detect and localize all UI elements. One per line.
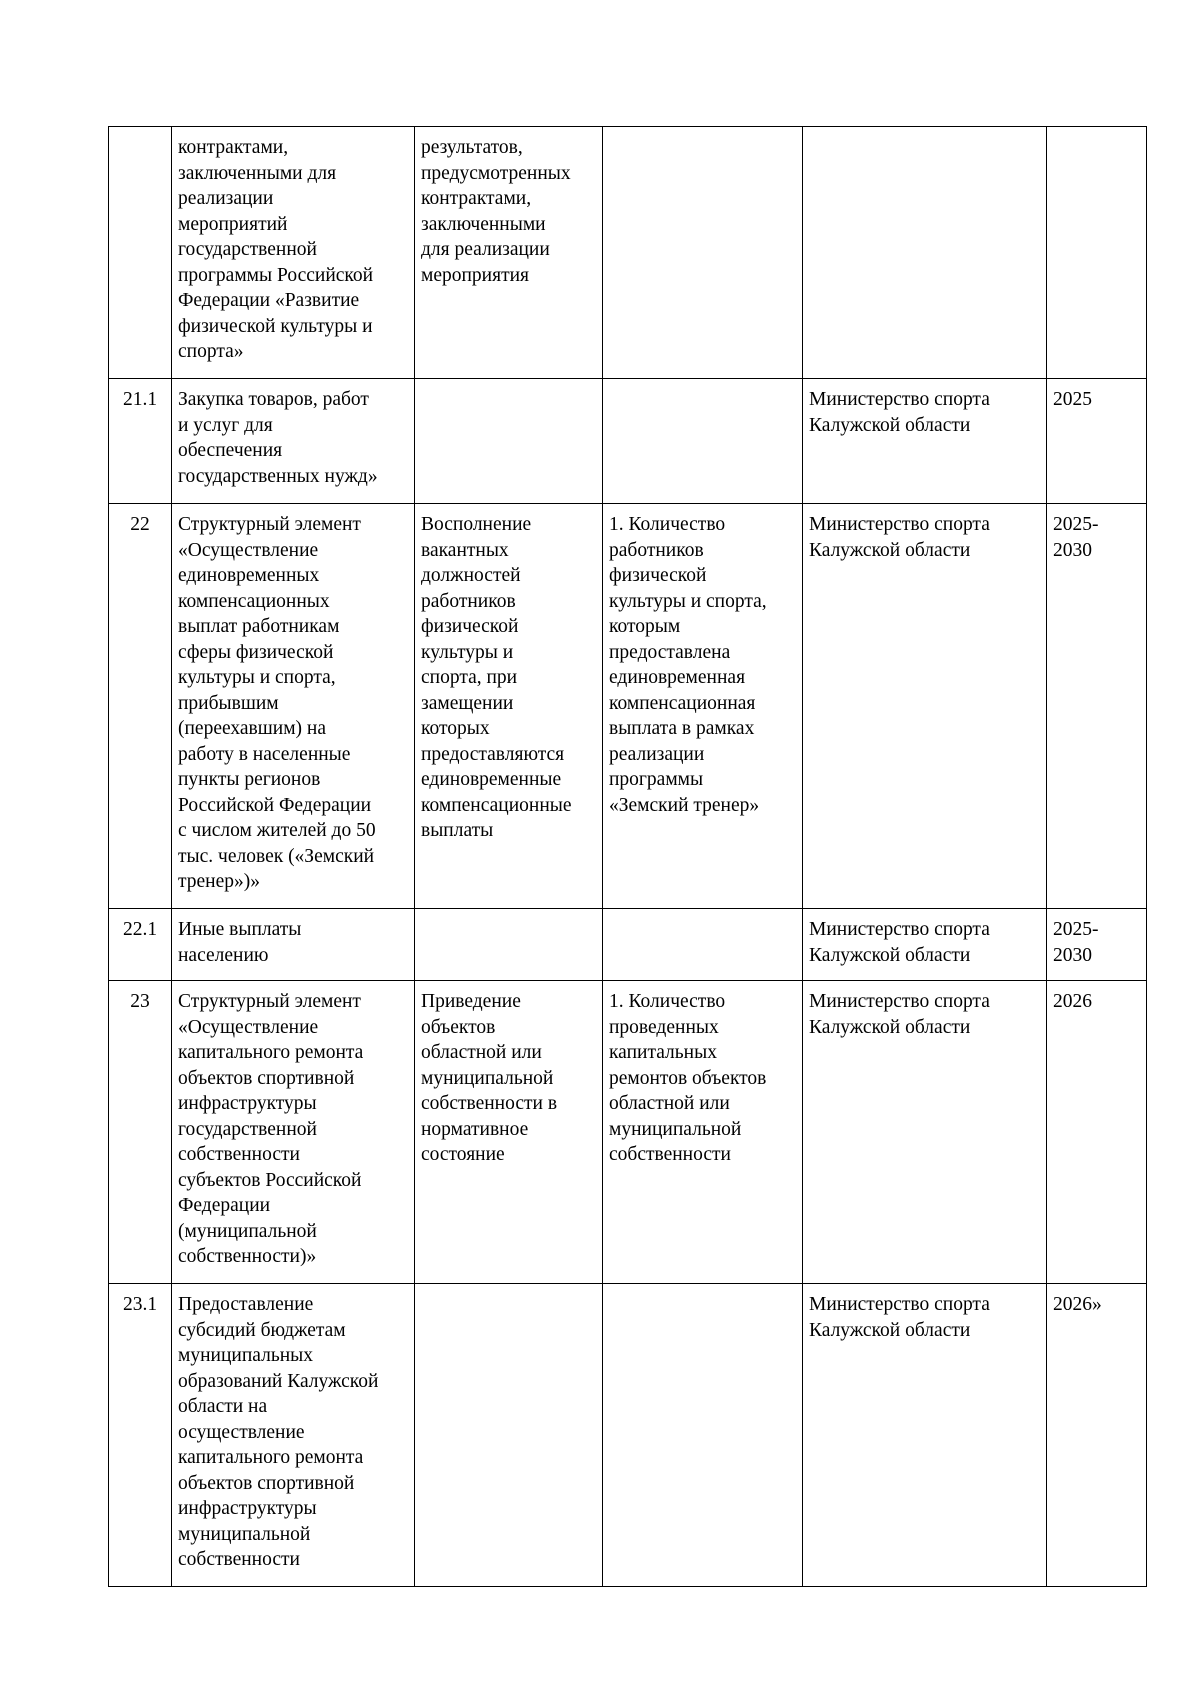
row-indicator (603, 379, 803, 504)
row-responsible: Министерство спорта Калужской области (803, 379, 1047, 504)
row-task: Приведение объектов областной или муниципальной собственности в нормативное состояние (415, 981, 603, 1284)
table-row (109, 127, 1147, 379)
row-indicator (603, 127, 803, 379)
row-indicator (603, 1284, 803, 1587)
table-row (109, 1284, 1147, 1587)
row-period (1047, 127, 1147, 379)
row-period: 2025- 2030 (1047, 504, 1147, 909)
row-name: Предоставление субсидий бюджетам муниципальных образований Калужской области на осуществление капитального ремонта объектов спортивной инфраструктуры муниципальной собственности (172, 1284, 415, 1587)
row-responsible: Министерство спорта Калужской области (803, 981, 1047, 1284)
row-number (109, 127, 172, 379)
row-task: Восполнение вакантных должностей работников физической культуры и спорта, при замещении которых предоставляются единовременные компенсационные выплаты (415, 504, 603, 909)
row-indicator (603, 909, 803, 981)
row-name: Иные выплаты населению (172, 909, 415, 981)
row-responsible: Министерство спорта Калужской области (803, 504, 1047, 909)
row-name: Структурный элемент «Осуществление капитального ремонта объектов спортивной инфраструктуры государственной собственности субъектов Российской Федерации (муниципальной собственности)» (172, 981, 415, 1284)
row-number: 22 (109, 504, 172, 909)
table-row (109, 981, 1147, 1284)
row-number: 22.1 (109, 909, 172, 981)
table-row (109, 504, 1147, 909)
row-responsible (803, 127, 1047, 379)
row-responsible: Министерство спорта Калужской области (803, 909, 1047, 981)
table-row (109, 379, 1147, 504)
row-task: результатов, предусмотренных контрактами, заключенными для реализации мероприятия (415, 127, 603, 379)
row-period: 2026 (1047, 981, 1147, 1284)
row-responsible: Министерство спорта Калужской области (803, 1284, 1047, 1587)
row-number: 23 (109, 981, 172, 1284)
row-task (415, 1284, 603, 1587)
row-period: 2025 (1047, 379, 1147, 504)
row-period: 2025- 2030 (1047, 909, 1147, 981)
program-table (108, 126, 1147, 1587)
row-indicator: 1. Количество работников физической культуры и спорта, которым предоставлена единовременная компенсационная выплата в рамках реализации программы «Земский тренер» (603, 504, 803, 909)
row-number: 21.1 (109, 379, 172, 504)
table-row (109, 909, 1147, 981)
row-indicator: 1. Количество проведенных капитальных ремонтов объектов областной или муниципальной собственности (603, 981, 803, 1284)
row-number: 23.1 (109, 1284, 172, 1587)
row-name: Структурный элемент «Осуществление единовременных компенсационных выплат работникам сферы физической культуры и спорта, прибывшим (переехавшим) на работу в населенные пункты регионов Российской Федерации с числом жителей до 50 тыс. человек («Земский тренер»)» (172, 504, 415, 909)
row-name: контрактами, заключенными для реализации мероприятий государственной программы Российской Федерации «Развитие физической культуры и спорта» (172, 127, 415, 379)
row-task (415, 379, 603, 504)
row-name: Закупка товаров, работ и услуг для обеспечения государственных нужд» (172, 379, 415, 504)
row-period: 2026» (1047, 1284, 1147, 1587)
row-task (415, 909, 603, 981)
